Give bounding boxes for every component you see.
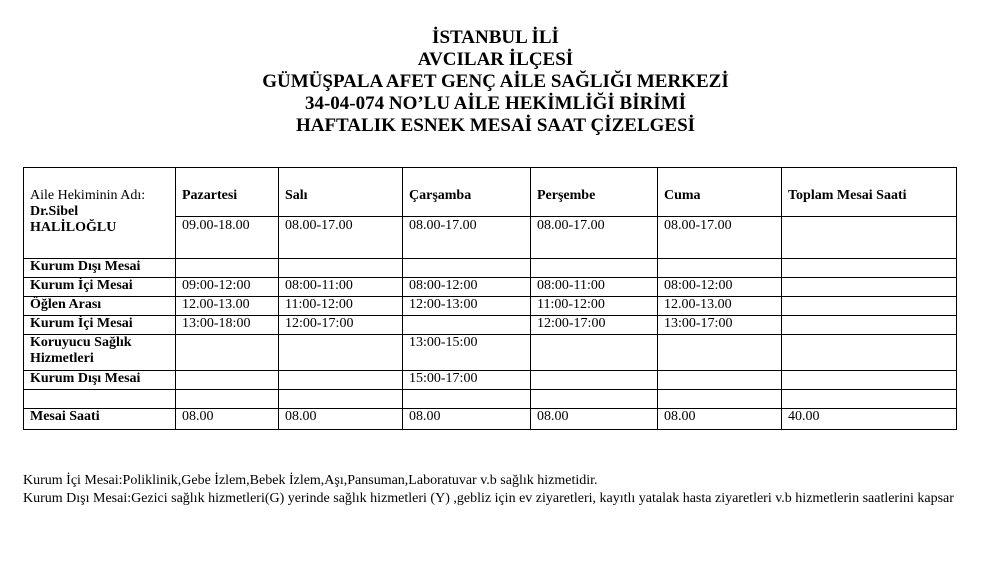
row-label: Kurum Dışı Mesai	[24, 259, 176, 278]
table-cell: 08:00-12:00	[403, 278, 531, 297]
table-cell: 12.00-13.00	[176, 297, 279, 316]
schedule-table	[23, 167, 957, 430]
table-cell	[176, 259, 279, 278]
header-total: Toplam Mesai Saati	[782, 168, 957, 217]
table-cell: 08.00-17.00	[279, 217, 403, 259]
header-tuesday: Salı	[279, 168, 403, 217]
title-schedule: HAFTALIK ESNEK MESAİ SAAT ÇİZELGESİ	[295, 115, 696, 136]
title-province: İSTANBUL İLİ	[432, 27, 559, 48]
note-internal-duty: Kurum İçi Mesai:Poliklinik,Gebe İzlem,Bebek İzlem,Aşı,Pansuman,Laboratuvar v.b sağlık hizmetidir.	[23, 473, 598, 488]
table-cell	[658, 390, 782, 409]
row-label: Öğlen Arası	[24, 297, 176, 316]
table-cell: 40.00	[782, 409, 957, 430]
title-district: AVCILAR İLÇESİ	[417, 49, 574, 70]
table-cell	[176, 335, 279, 371]
title-health-center: GÜMÜŞPALA AFET GENÇ AİLE SAĞLIĞI MERKEZİ	[262, 71, 729, 92]
document-title	[0, 27, 991, 137]
table-cell	[176, 390, 279, 409]
table-cell	[658, 335, 782, 371]
row-label: Kurum Dışı Mesai	[24, 371, 176, 390]
table-cell	[782, 371, 957, 390]
header-row	[24, 168, 957, 217]
table-cell: 08:00-11:00	[531, 278, 658, 297]
note-external-duty: Kurum Dışı Mesai:Gezici sağlık hizmetleri(G) yerinde sağlık hizmetleri (Y) ,gebliz için ev ziyaretleri, kayıtlı yatalak hasta ziyaretleri v.b hizmetlerin saatlerini kapsar	[23, 491, 954, 506]
table-row	[24, 390, 957, 409]
table-cell	[531, 335, 658, 371]
table-cell: 11:00-12:00	[531, 297, 658, 316]
table-cell	[279, 390, 403, 409]
table-cell: 15:00-17:00	[403, 371, 531, 390]
table-cell: 08.00	[531, 409, 658, 430]
header-monday: Pazartesi	[176, 168, 279, 217]
table-cell: 12:00-17:00	[279, 316, 403, 335]
row-label	[24, 390, 176, 409]
table-cell	[658, 371, 782, 390]
row-label: Koruyucu Sağlık Hizmetleri	[24, 335, 176, 371]
header-wednesday: Çarşamba	[403, 168, 531, 217]
footnotes	[23, 472, 963, 508]
table-cell	[403, 316, 531, 335]
row-label: Mesai Saati	[24, 409, 176, 430]
table-cell: 13:00-18:00	[176, 316, 279, 335]
table-cell	[279, 335, 403, 371]
table-cell	[782, 278, 957, 297]
table-cell: 13:00-17:00	[658, 316, 782, 335]
table-row	[24, 371, 957, 390]
table-cell	[782, 390, 957, 409]
table-cell: 08.00	[658, 409, 782, 430]
table-cell: 12:00-13:00	[403, 297, 531, 316]
table-cell	[782, 259, 957, 278]
table-cell: 09.00-18.00	[176, 217, 279, 259]
table-cell	[279, 259, 403, 278]
table-row	[24, 278, 957, 297]
table-cell: 12:00-17:00	[531, 316, 658, 335]
table-cell	[782, 316, 957, 335]
table-cell	[531, 259, 658, 278]
row-label: Kurum İçi Mesai	[24, 316, 176, 335]
table-cell	[176, 371, 279, 390]
table-cell: 11:00-12:00	[279, 297, 403, 316]
table-cell	[782, 335, 957, 371]
table-cell: 08.00-17.00	[403, 217, 531, 259]
table-cell	[403, 259, 531, 278]
table-cell	[531, 371, 658, 390]
table-row	[24, 297, 957, 316]
row-label: Kurum İçi Mesai	[24, 278, 176, 297]
table-cell: 12.00-13.00	[658, 297, 782, 316]
table-cell: 08.00-17.00	[658, 217, 782, 259]
header-thursday: Perşembe	[531, 168, 658, 217]
table-cell: 08.00	[403, 409, 531, 430]
physician-cell	[24, 168, 176, 259]
table-cell	[403, 390, 531, 409]
table-cell	[279, 371, 403, 390]
table-cell	[782, 297, 957, 316]
table-row	[24, 259, 957, 278]
table-cell: 13:00-15:00	[403, 335, 531, 371]
physician-name-line2: HALİLOĞLU	[30, 220, 117, 235]
table-cell: 08.00	[279, 409, 403, 430]
table-cell: 08:00-11:00	[279, 278, 403, 297]
title-unit: 34-04-074 NO’LU AİLE HEKİMLİĞİ BİRİMİ	[304, 93, 687, 114]
table-cell	[531, 390, 658, 409]
table-cell: 08.00	[176, 409, 279, 430]
table-cell	[658, 259, 782, 278]
table-row	[24, 335, 957, 371]
header-friday: Cuma	[658, 168, 782, 217]
physician-label: Aile Hekiminin Adı:	[30, 188, 146, 203]
table-cell: 08.00-17.00	[531, 217, 658, 259]
table-row	[24, 316, 957, 335]
table-cell	[782, 217, 957, 259]
table-cell: 08:00-12:00	[658, 278, 782, 297]
table-row	[24, 409, 957, 430]
physician-name-line1: Dr.Sibel	[30, 204, 79, 219]
table-cell: 09:00-12:00	[176, 278, 279, 297]
